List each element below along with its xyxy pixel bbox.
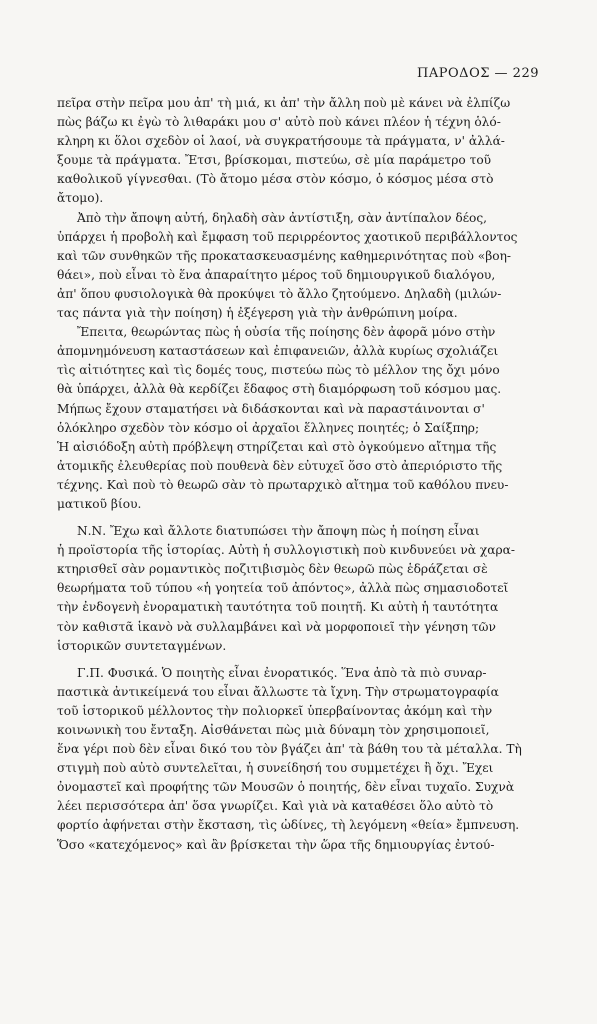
text-line: ἀπ' ὅπου φυσιολογικὰ θὰ προκύψει τὸ ἄλλο ζητούμενο. Δηλαδὴ (μιλών- [57,286,502,301]
text-line: Ὅσο «κατεχόμενος» καὶ ἂν βρίσκεται τὴν ὥρα τῆς δημιουργίας ἐντού- [57,837,495,852]
text-line: πεῖρα στὴν πεῖρα μου ἀπ' τὴ μιά, κι ἀπ' τὴν ἄλλη ποὺ μὲ κάνει νὰ ἐλπίζω [57,96,511,110]
text-line: φορτίο ἀφήνεται στὴν ἔκσταση, τὶς ὠδίνες, τὴ λεγόμενη «θεία» ἔμπνευση. [57,818,520,833]
paragraph-gap [57,514,542,522]
text-line: πὼς βάζω κι ἐγὼ τὸ λιθαράκι μου σ' αὐτὸ ποὺ κάνει πλέον ἡ τέχνη ὁλό- [57,115,501,130]
text-line: ματικοῦ βίου. [57,496,142,511]
text-line: λέει περισσότερα ἀπ' ὅσα γνωρίζει. Καὶ γιὰ νὰ καταθέσει ὅλο αὐτὸ τὸ [57,799,494,814]
text-line: ξουμε τὰ πράγματα. Ἔτσι, βρίσκομαι, πιστεύω, σὲ μία παράμετρο τοῦ [57,153,492,168]
text-line: καθολικοῦ γίγνεσθαι. (Τὸ ἄτομο μέσα στὸν κόσμο, ὁ κόσμος μέσα στὸ [57,172,494,187]
text-line: τὸν καθιστᾶ ἱκανὸ νὰ συλλαμβάνει καὶ νὰ μορφοποιεῖ τὴν γένηση τῶν [57,619,496,634]
text-line: θὰ ὑπάρχει, ἀλλὰ θὰ κερδίζει ἔδαφος στὴ διαμόρφωση τοῦ κόσμου μας. [57,382,502,397]
text-line: Γ.Π. Φυσικά. Ὁ ποιητὴς εἶναι ἐνορατικός. Ἕνα ἀπὸ τὰ πιὸ συναρ- [77,665,487,680]
text-line: ἕνα γέρι ποὺ δὲν εἶναι δικό του τὸν βγάζει ἀπ' τὰ βάθη του τὰ μέταλλα. Τὴ [57,742,522,757]
text-line: τέχνης. Καὶ ποὺ τὸ θεωρῶ σὰν τὸ πρωταρχικὸ αἴτημα τοῦ καθόλου πνευ- [57,477,509,492]
text-line: κοινωνικὴ του ἔνταξη. Αἰσθάνεται πὼς μιὰ δύναμη τὸν χρησιμοποιεῖ, [57,723,490,737]
text-line: θάει», ποὺ εἶναι τὸ ἕνα ἀπαραίτητο μέρος τοῦ δημιουργικοῦ διαλόγου, [57,267,496,282]
text-line: ἄτομο). [57,191,104,206]
text-line: ἱστορικῶν συντεταγμένων. [57,638,227,653]
text-line: τοῦ ἱστορικοῦ μέλλοντος τὴν πολιορκεῖ ὑπερβαίνοντας ἀκόμη καὶ τὴν [57,703,493,718]
text-line: ὑπάρχει ἡ προβολὴ καὶ ἔμφαση τοῦ περιρρέοντος χαοτικοῦ περιβάλλοντος [57,229,518,244]
text-line: ἀτομικῆς ἐλευθερίας ποὺ πουθενὰ δὲν εὐτυχεῖ ὅσο στὸ ἀπεριόριστο τῆς [57,458,503,473]
text-line: παστικὰ ἀντικείμενά του εἶναι ἄλλωστε τὰ ἴχνη. Τὴν στρωματογραφία [57,684,499,699]
text-line: Ἔπειτα, θεωρώντας πὼς ἡ οὐσία τῆς ποίησης δὲν ἀφορᾶ μόνο στὴν [77,325,496,340]
text-line: Μήπως ἔχουν σταματήσει νὰ διδάσκονται καὶ νὰ παραστάινονται σ' [57,401,485,416]
text-line: τὴν ἐνδογενὴ ἐνοραματικὴ ταυτότητα τοῦ ποιητῆ. Κι αὐτὴ ἡ ταυτότητα [57,600,499,615]
text-line: ὁλόκληρο σχεδὸν τὸν κόσμο οἱ ἀρχαῖοι ἕλληνες ποιητές; ὁ Σαίξπηρ; [57,420,480,435]
text-line: Ν.Ν. Ἔχω καὶ ἄλλοτε διατυπώσει τὴν ἄποψη πὼς ἡ ποίηση εἶναι [77,524,480,539]
text-line: Ἀπὸ τὴν ἄποψη αὐτή, δηλαδὴ σὰν ἀντίστιξη, σὰν ἀντίπαλον δέος, [77,210,488,225]
running-header: ΠΑΡΟΔΟΣ — 229 [417,66,539,81]
text-line: ἡ προϊστορία τῆς ἱστορίας. Αὐτὴ ἡ συλλογιστικὴ ποὺ κινδυνεύει νὰ χαρα- [57,543,516,558]
text-line: καὶ τῶν συνθηκῶν τῆς προκατασκευασμένης καθημερινότητας ποὺ «βοη- [57,248,512,263]
text-line: Ἡ αἰσιόδοξη αὐτὴ πρόβλεψη στηρίζεται καὶ στὸ ὀγκούμενο αἴτημα τῆς [57,439,497,454]
text-line: τας πάντα γιὰ τὴν ποίηση) ἡ ἐξέγερση γιὰ τὴν ἀνθρώπινη μοίρα. [57,306,458,321]
text-line: ἀπομνημόνευση καταστάσεων καὶ ἐπιφανειῶν, ἀλλὰ κυρίως σχολιάζει [57,344,499,359]
text-line: ὀνομαστεῖ καὶ προφήτης τῶν Μουσῶν ὁ ποιητής, δὲν εἶναι τυχαῖο. Συχνὰ [57,780,515,795]
text-line: κληρη κι ὅλοι σχεδὸν οἱ λαοί, νὰ συγκρατήσουμε τὰ πράγματα, ν' ἀλλά- [57,134,505,149]
text-line: κτηρισθεῖ σὰν ρομαντικὸς ποζιτιβισμὸς δὲν θεωρῶ πὼς ἑδράζεται σὲ [57,562,488,577]
text-line: στιγμὴ ποὺ αὐτὸ συντελεῖται, ἡ συνείδησή του συμμετέχει ἢ ὄχι. Ἔχει [57,761,494,776]
paragraph-gap [57,656,542,664]
page-body-text [57,94,542,855]
text-line: τὶς αἰτιότητες καὶ τὶς δομές τους, πιστεύω πὼς τὸ μέλλον της ὄχι μόνο [57,363,500,378]
text-line: θεωρήματα τοῦ τύπου «ἡ γοητεία τοῦ ἀπόντος», ἀλλὰ πὼς σημασιοδοτεῖ [57,581,509,596]
